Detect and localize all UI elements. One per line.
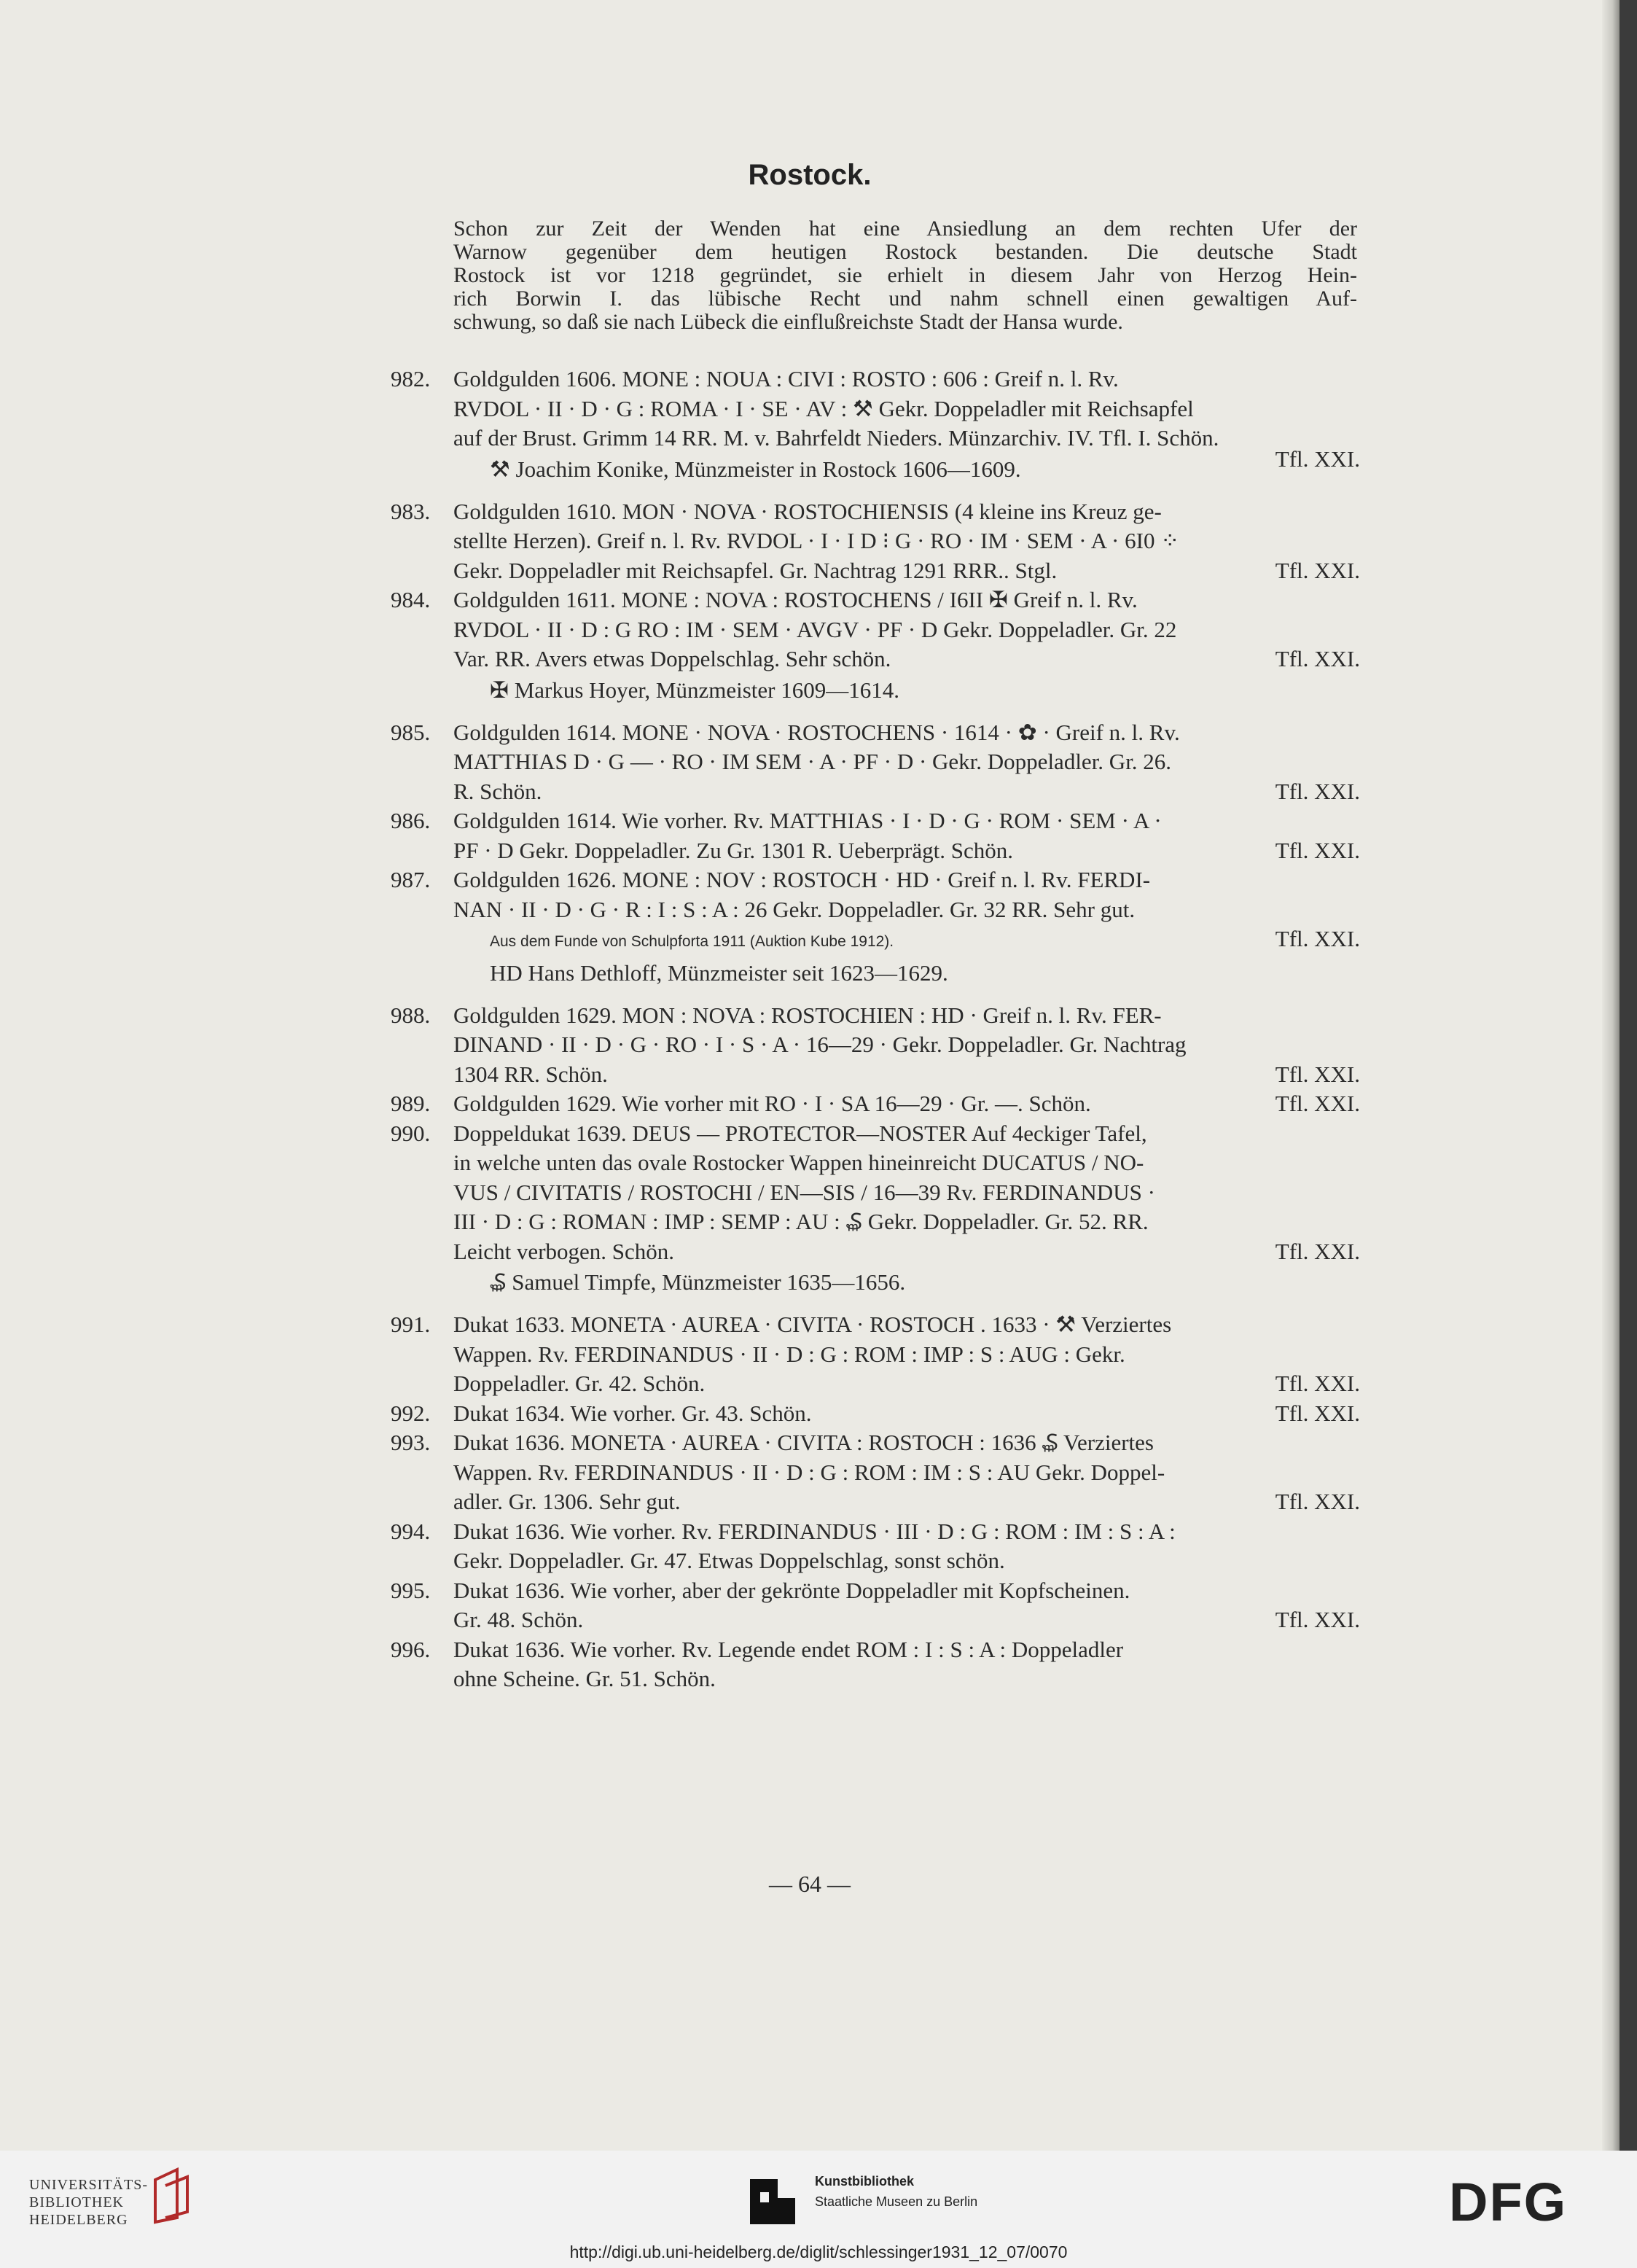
entry-number: 984. <box>391 587 431 612</box>
entry-line: RVDOL · II · D · G : ROMA · I · SE · AV : ⚒ Gekr. Doppeladler mit Reichsapfel <box>453 395 1194 421</box>
entry-line: Wappen. Rv. FERDINANDUS · II · D : G : ROM : IMP : S : AUG : Gekr. <box>453 1341 1125 1367</box>
kb-title: Kunstbibliothek <box>815 2174 914 2189</box>
ub-line: BIBLIOTHEK <box>29 2194 124 2210</box>
catalog-entry-991 <box>391 1310 1360 1399</box>
catalog-entry-986 <box>391 806 1360 865</box>
entry-line: Var. RR. Avers etwas Doppelschlag. Sehr schön. Tfl. XXI. <box>453 644 1360 674</box>
catalog-entry-988 <box>391 1001 1360 1090</box>
plate-reference: Tfl. XXI. <box>1275 1061 1360 1087</box>
entry-line: Doppeldukat 1639. DEUS — PROTECTOR—NOSTER Auf 4eckiger Tafel, <box>453 1120 1147 1146</box>
catalog-entry-987 <box>391 865 1360 957</box>
page-binding-shadow <box>1602 0 1620 2151</box>
entry-line: Dukat 1636. Wie vorher. Rv. Legende endet ROM : I : S : A : Doppeladler <box>453 1636 1124 1662</box>
entry-line: Leicht verbogen. Schön. Tfl. XXI. <box>453 1237 1360 1267</box>
entry-line: Dukat 1634. Wie vorher. Gr. 43. Schön. Tfl. XXI. <box>453 1399 1360 1429</box>
plate-reference: Tfl. XXI. <box>1275 646 1360 671</box>
entry-line: VUS / CIVITATIS / ROSTOCHI / EN—SIS / 16—39 Rv. FERDINANDUS · <box>453 1179 1155 1205</box>
mintmaster-text: HD Hans Dethloff, Münzmeister seit 1623—1629. <box>490 959 948 986</box>
entry-line: Goldgulden 1614. MONE · NOVA · ROSTOCHENS · 1614 · ✿ · Greif n. l. Rv. <box>453 719 1180 745</box>
catalog-entry-982 <box>391 365 1360 453</box>
entry-line <box>453 924 1360 957</box>
entry-line: Goldgulden 1611. MONE : NOVA : ROSTOCHENS / I6II ✠ Greif n. l. Rv. <box>453 587 1138 612</box>
plate-reference: Tfl. XXI. <box>1275 837 1360 863</box>
plate-reference: Tfl. XXI. <box>1275 778 1360 804</box>
catalog-entry-992 <box>391 1399 1360 1429</box>
provenance-note: Aus dem Funde von Schulpforta 1911 (Auktion Kube 1912). <box>490 933 894 950</box>
entry-line: III · D : G : ROMAN : IMP : SEMP : AU : ₷ Gekr. Doppeladler. Gr. 52. RR. <box>453 1209 1149 1234</box>
entry-line: Dukat 1636. Wie vorher. Rv. FERDINANDUS · III · D : G : ROM : IM : S : A : <box>453 1518 1176 1544</box>
entry-number: 991. <box>391 1312 431 1337</box>
entry-number: 994. <box>391 1518 431 1544</box>
intro-line: Schon zur Zeit der Wenden hat eine Ansiedlung an dem rechten Ufer der <box>453 217 1357 241</box>
page-number: — 64 — <box>769 1871 851 1897</box>
catalog-entry-983 <box>391 497 1360 586</box>
entry-line: NAN · II · D · G · R : I : S : A : 26 Gekr. Doppeladler. Gr. 32 RR. Sehr gut. <box>453 896 1136 922</box>
catalog-entry-996 <box>391 1635 1360 1694</box>
page-url[interactable]: http://digi.ub.uni-heidelberg.de/diglit/schlessinger1931_12_07/0070 <box>569 2242 1068 2261</box>
mintmaster-note <box>391 445 1360 486</box>
scan-edge <box>1620 0 1637 2151</box>
ub-heidelberg-logo-icon[interactable] <box>149 2167 200 2225</box>
kb-subtitle: Staatliche Museen zu Berlin <box>815 2194 978 2209</box>
mintmaster-text: ✠ Markus Hoyer, Münzmeister 1609—1614. <box>490 677 899 703</box>
entry-number: 996. <box>391 1636 431 1662</box>
entry-number: 983. <box>391 498 431 524</box>
catalog-entry-990 <box>391 1119 1360 1267</box>
entry-line: Goldgulden 1629. Wie vorher mit RO · I · SA 16—29 · Gr. —. Schön. Tfl. XXI. <box>453 1089 1360 1119</box>
entry-line: Goldgulden 1629. MON : NOVA : ROSTOCHIEN : HD · Greif n. l. Rv. FER- <box>453 1002 1162 1028</box>
entry-line: DINAND · II · D · G · RO · I · S · A · 16—29 · Gekr. Doppeladler. Gr. Nachtrag <box>453 1032 1187 1057</box>
entry-line: in welche unten das ovale Rostocker Wappen hineinreicht DUCATUS / NO- <box>453 1150 1144 1175</box>
entry-line: Gr. 48. Schön. Tfl. XXI. <box>453 1605 1360 1635</box>
entry-number: 995. <box>391 1577 431 1603</box>
entry-number: 985. <box>391 719 431 745</box>
plate-reference: Tfl. XXI. <box>1275 1371 1360 1396</box>
ub-line: UNIVERSITÄTS- <box>29 2177 148 2193</box>
kunstbibliothek-logo-icon[interactable] <box>747 2176 798 2227</box>
plate-reference: Tfl. XXI. <box>1275 1607 1360 1632</box>
entry-line: adler. Gr. 1306. Sehr gut. Tfl. XXI. <box>453 1487 1360 1517</box>
entry-number: 992. <box>391 1400 431 1426</box>
catalog-entry-989 <box>391 1089 1360 1119</box>
intro-line: schwung, so daß sie nach Lübeck die einflußreichste Stadt der Hansa wurde. <box>453 310 1123 334</box>
entry-line: Dukat 1636. Wie vorher, aber der gekrönte Doppeladler mit Kopfscheinen. <box>453 1577 1130 1603</box>
plate-reference: Tfl. XXI. <box>1275 557 1360 583</box>
catalog-entry-985 <box>391 718 1360 807</box>
catalog-entries <box>391 365 1360 1694</box>
plate-reference: Tfl. XXI. <box>1275 445 1360 472</box>
entry-number: 989. <box>391 1091 431 1116</box>
entry-line: ohne Scheine. Gr. 51. Schön. <box>453 1666 716 1691</box>
plate-reference: Tfl. XXI. <box>1275 926 1360 951</box>
intro-line: Warnow gegenüber dem heutigen Rostock bestanden. Die deutsche Stadt <box>453 240 1357 264</box>
plate-reference: Tfl. XXI. <box>1275 1091 1360 1116</box>
entry-number: 986. <box>391 808 431 833</box>
mintmaster-note <box>391 1266 1360 1298</box>
intro-paragraph <box>453 217 1357 334</box>
intro-line: Rostock ist vor 1218 gegründet, sie erhielt in diesem Jahr von Herzog Hein- <box>453 263 1357 287</box>
catalog-entry-994 <box>391 1517 1360 1576</box>
mintmaster-text: ⚒ Joachim Konike, Münzmeister in Rostock 1606—1609. <box>490 456 1021 482</box>
intro-line: rich Borwin I. das lübische Recht und nahm schnell einen gewaltigen Auf- <box>453 287 1357 311</box>
entry-line: MATTHIAS D · G — · RO · IM SEM · A · PF · D · Gekr. Doppeladler. Gr. 26. <box>453 749 1172 774</box>
entry-number: 987. <box>391 867 431 892</box>
entry-number: 990. <box>391 1120 431 1146</box>
plate-reference: Tfl. XXI. <box>1275 1238 1360 1264</box>
mintmaster-note <box>391 674 1360 706</box>
entry-number: 988. <box>391 1002 431 1028</box>
entry-line: Gekr. Doppeladler. Gr. 47. Etwas Doppelschlag, sonst schön. <box>453 1548 1005 1573</box>
page-title: Rostock. <box>748 159 872 191</box>
entry-line: PF · D Gekr. Doppeladler. Zu Gr. 1301 R. Ueberprägt. Schön. Tfl. XXI. <box>453 836 1360 866</box>
ub-line: HEIDELBERG <box>29 2212 128 2228</box>
entry-line: 1304 RR. Schön. Tfl. XXI. <box>453 1060 1360 1090</box>
entry-line: Goldgulden 1606. MONE : NOUA : CIVI : ROSTO : 606 : Greif n. l. Rv. <box>453 366 1119 391</box>
dfg-logo[interactable]: DFG <box>1449 2172 1568 2232</box>
catalog-entry-993 <box>391 1428 1360 1517</box>
entry-line: Doppeladler. Gr. 42. Schön. Tfl. XXI. <box>453 1369 1360 1399</box>
entry-number: 993. <box>391 1430 431 1455</box>
entry-line: Dukat 1636. MONETA · AUREA · CIVITA : ROSTOCH : 1636 ₷ Verziertes <box>453 1430 1154 1455</box>
plate-reference: Tfl. XXI. <box>1275 1489 1360 1514</box>
entry-line: Goldgulden 1626. MONE : NOV : ROSTOCH · HD · Greif n. l. Rv. FERDI- <box>453 867 1151 892</box>
catalog-entry-984 <box>391 585 1360 674</box>
entry-line: Dukat 1633. MONETA · AUREA · CIVITA · ROSTOCH . 1633 · ⚒ Verziertes <box>453 1312 1172 1337</box>
entry-line: R. Schön. Tfl. XXI. <box>453 777 1360 807</box>
plate-reference: Tfl. XXI. <box>1275 1400 1360 1426</box>
entry-line: RVDOL · II · D : G RO : IM · SEM · AVGV · PF · D Gekr. Doppeladler. Gr. 22 <box>453 616 1177 642</box>
ub-heidelberg-label[interactable] <box>29 2176 148 2229</box>
entry-line: Gekr. Doppeladler mit Reichsapfel. Gr. Nachtrag 1291 RRR.. Stgl. Tfl. XXI. <box>453 556 1360 586</box>
entry-line: auf der Brust. Grimm 14 RR. M. v. Bahrfeldt Nieders. Münzarchiv. IV. Tfl. I. Schön. <box>453 425 1219 451</box>
kunstbibliothek-label <box>815 2171 977 2212</box>
entry-line: Goldgulden 1614. Wie vorher. Rv. MATTHIAS · I · D · G · ROM · SEM · A · <box>453 808 1162 833</box>
entry-line: stellte Herzen). Greif n. l. Rv. RVDOL · I · I D ⁝ G · RO · IM · SEM · A · 6I0 ⁘ <box>453 528 1180 553</box>
mintmaster-text: ₷ Samuel Timpfe, Münzmeister 1635—1656. <box>490 1269 906 1295</box>
entry-line: Wappen. Rv. FERDINANDUS · II · D : G : ROM : IM : S : AU Gekr. Doppel- <box>453 1459 1165 1485</box>
catalog-entry-995 <box>391 1576 1360 1635</box>
mintmaster-note <box>391 957 1360 989</box>
entry-line: Goldgulden 1610. MON · NOVA · ROSTOCHIENSIS (4 kleine ins Kreuz ge- <box>453 498 1162 524</box>
entry-number: 982. <box>391 366 431 391</box>
